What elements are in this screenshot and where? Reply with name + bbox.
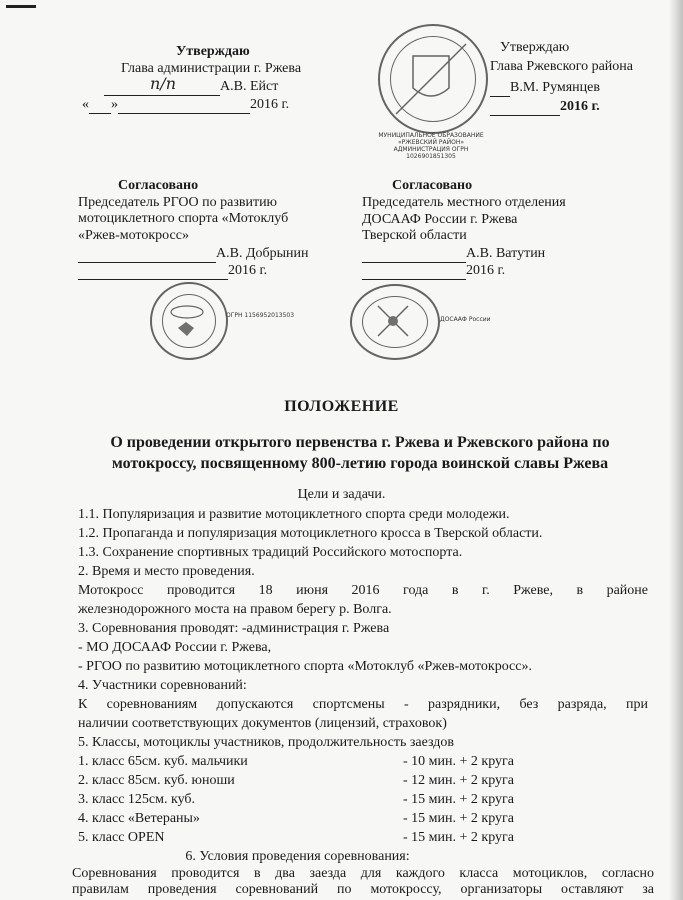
- class-duration: - 12 мин. + 2 круга: [403, 773, 514, 788]
- class-name: 4. класс «Ветераны»: [78, 811, 200, 826]
- stamp-motorcycle-icon: [150, 282, 224, 356]
- class-name: 1. класс 65см. куб. мальчики: [78, 754, 248, 769]
- signature-line: [490, 80, 510, 97]
- agreement-heading: Согласовано: [118, 178, 199, 193]
- class-row: [78, 790, 648, 809]
- stamp-text: ОГРН 1156952013503: [226, 312, 295, 319]
- section-heading: 5. Классы, мотоциклы участников, продолжительность заездов: [78, 735, 455, 750]
- club-stamp: [150, 282, 228, 360]
- paragraph-line: Мотокросс проводится 18 июня 2016 года в г. Ржеве, в районе: [78, 583, 648, 598]
- stamp-anchor-emblem-icon: [350, 284, 436, 356]
- signature-line: [362, 246, 466, 263]
- approval-signature-line: [490, 80, 600, 97]
- class-duration: - 10 мин. + 2 круга: [403, 754, 514, 769]
- paragraph-line: Соревнования проводится в два заезда для каждого класса мотоциклов, согласно: [72, 866, 654, 881]
- goal-item: 1.3. Сохранение спортивных традиций Российского мотоспорта.: [78, 545, 463, 560]
- date-quote-close: »: [111, 97, 118, 112]
- class-duration: - 15 мин. + 2 круга: [403, 811, 514, 826]
- agreement-line: ДОСААФ России г. Ржева: [362, 212, 518, 227]
- approval-position: Глава администрации г. Ржева: [121, 61, 302, 76]
- paragraph-line: - РГОО по развитию мотоциклетного спорта «Мотоклуб «Ржев-мотокросс».: [78, 659, 532, 674]
- paragraph-line: 3. Соревнования проводят: -администрация г. Ржева: [78, 621, 390, 636]
- subtitle-line: мотокроссу, посвященному 800-летию города воинской славы Ржева: [111, 455, 609, 472]
- approval-date: [82, 97, 289, 114]
- section6-paragraph: [72, 866, 654, 898]
- approval-name: А.В. Ейст: [220, 79, 279, 94]
- paragraph-line: - МО ДОСААФ России г. Ржева,: [78, 640, 272, 655]
- approval-date: [490, 99, 600, 116]
- stamp-text: МУНИЦИПАЛЬНОЕ ОБРАЗОВАНИЕ «РЖЕВСКИЙ РАЙОН» АДМИНИСТРАЦИЯ ОГРН 1026901851305: [378, 132, 484, 160]
- agreement-name: А.В. Добрынин: [216, 246, 309, 261]
- agreement-year: 2016 г.: [466, 263, 506, 278]
- section-heading: 2. Время и место проведения.: [78, 564, 255, 579]
- date-day-blank: [89, 97, 111, 114]
- agreement-line: мотоциклетного спорта «Мотоклуб: [78, 211, 289, 226]
- agreement-heading: Согласовано: [392, 178, 473, 193]
- goal-item: 1.2. Пропаганда и популяризация мотоциклетного кросса в Тверской области.: [78, 526, 543, 541]
- class-row: [78, 752, 648, 771]
- class-name: 3. класс 125см. куб.: [78, 792, 196, 807]
- agreement-line: Председатель РГОО по развитию: [78, 195, 278, 210]
- agreement-line: «Ржев-мотокросс»: [78, 228, 189, 243]
- goals-list: [78, 505, 648, 752]
- signature-line: [78, 246, 216, 263]
- agreement-line: Тверской области: [362, 228, 467, 243]
- agreement-date: [362, 263, 505, 280]
- approval-name: В.М. Румянцев: [510, 80, 600, 95]
- scan-edge-shadow: [669, 0, 683, 900]
- class-duration: - 15 мин. + 2 круга: [403, 830, 514, 845]
- class-row: [78, 809, 648, 828]
- paragraph-line: железнодорожного моста на правом берегу р. Волга.: [78, 602, 392, 617]
- date-blank: [78, 263, 228, 280]
- goals-heading: Цели и задачи.: [297, 487, 386, 502]
- class-name: 5. класс OPEN: [78, 830, 165, 845]
- approval-year: 2016 г.: [250, 97, 290, 112]
- paragraph-line: наличии соответствующих документов (лицензий, страховок): [78, 716, 447, 731]
- date-quote-open: «: [82, 97, 89, 112]
- date-blank: [490, 99, 560, 116]
- approval-signature-line: [104, 79, 278, 96]
- class-row: [78, 771, 648, 790]
- date-month-blank: [118, 97, 250, 114]
- agreement-name: А.В. Ватутин: [466, 246, 546, 261]
- class-row: [78, 828, 648, 847]
- stamp-emblem-icon: [378, 24, 484, 130]
- section-heading: 4. Участники соревнований:: [78, 678, 247, 693]
- approval-heading: Утверждаю: [500, 40, 570, 55]
- agreement-signature-line: [78, 246, 309, 263]
- agreement-line: Председатель местного отделения: [362, 195, 566, 210]
- paragraph-line: К соревнованиям допускаются спортсмены - разрядники, без разряда, при: [78, 697, 648, 712]
- paragraph-line: правилам проведения соревнований по мотокроссу, организаторы оставляют за: [72, 882, 654, 897]
- class-name: 2. класс 85см. куб. юноши: [78, 773, 235, 788]
- agreement-signature-line: [362, 246, 545, 263]
- approval-position: Глава Ржевского района: [490, 59, 634, 74]
- agreement-date: [78, 263, 267, 280]
- goal-item: 1.1. Популяризация и развитие мотоциклетного спорта среди молодежи.: [78, 507, 510, 522]
- subtitle-line: О проведении открытого первенства г. Ржева и Ржевского района по: [110, 434, 610, 451]
- signature: п/п: [150, 74, 176, 93]
- document-subtitle: [60, 432, 660, 474]
- agreement-year: 2016 г.: [228, 263, 268, 278]
- date-blank: [362, 263, 466, 280]
- document-title: ПОЛОЖЕНИЕ: [284, 398, 399, 415]
- class-duration: - 15 мин. + 2 круга: [403, 792, 514, 807]
- scan-mark: [6, 5, 36, 8]
- approval-year: 2016 г.: [560, 99, 600, 114]
- official-stamp: [378, 24, 488, 134]
- dosaaf-stamp: [350, 284, 440, 360]
- stamp-text: ДОСААФ России: [440, 316, 491, 323]
- section-heading: 6. Условия проведения соревнования:: [185, 849, 410, 864]
- approval-heading: Утверждаю: [176, 44, 250, 59]
